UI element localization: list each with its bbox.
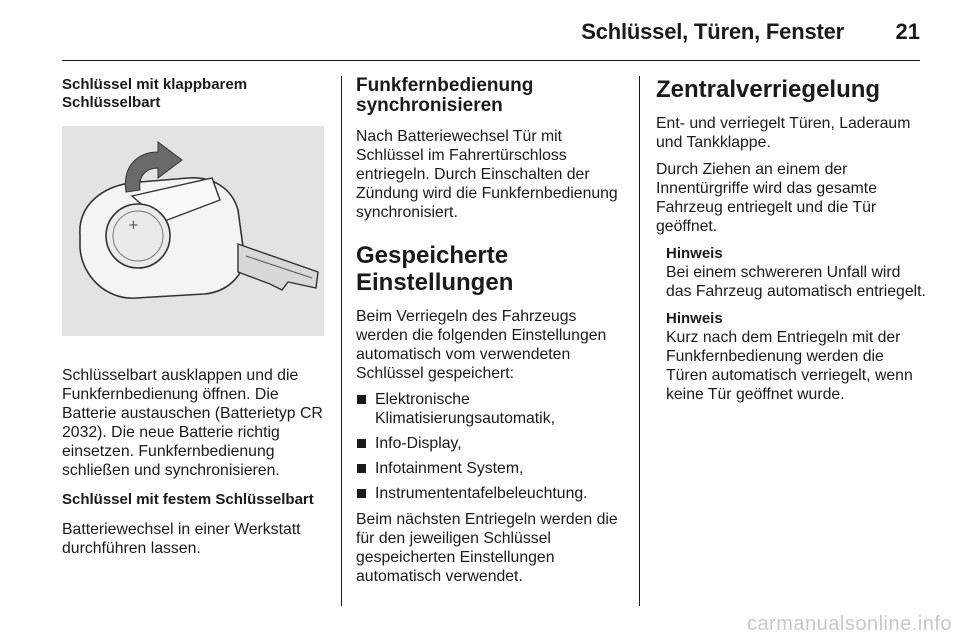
page-header (62, 14, 920, 61)
section-heading-central-locking: Zentralverriegelung (656, 76, 881, 103)
paragraph-sync: Nach Batteriewechsel Tür mit Schlüssel im Fahrertürschloss entriegeln. Durch Einschalten der Zündung wird die Funkfernbedienung synchronisiert. (356, 128, 618, 221)
list-item: Instrumententafelbeleuchtung. (356, 484, 622, 503)
note-body: Kurz nach dem Entriegeln mit der Funkfernbedienung werden die Türen automatisch verriegelt, wenn keine Tür geöffnet wurde. (666, 329, 913, 403)
list-item: Elektronische Klimatisierungsautomatik, (356, 390, 622, 428)
paragraph-inner-handle: Durch Ziehen an einem der Innentürgriffe wird das gesamte Fahrzeug entriegelt und die Tür geöffnet. (656, 161, 877, 235)
key-battery-illustration-icon (62, 126, 324, 336)
bullet-square-icon (357, 395, 366, 404)
paragraph-central-locking: Ent- und verriegelt Türen, Laderaum und Tankklappe. (656, 115, 911, 151)
section-heading-sync: Funkfernbedienung synchronisieren (356, 75, 534, 116)
page-title: Schlüssel, Türen, Fenster (581, 19, 844, 44)
column-3 (656, 76, 926, 608)
section-heading-fixed-key: Schlüssel mit festem Schlüsselbart (62, 491, 314, 508)
paragraph-workshop: Batteriewechsel in einer Werkstatt durchführen lassen. (62, 521, 301, 557)
column-1 (62, 76, 324, 608)
column-divider-right (639, 76, 640, 606)
column-2 (356, 76, 622, 608)
paragraph-battery-replacement: Schlüsselbart ausklappen und die Funkfernbedienung öffnen. Die Batterie austauschen (Batterietyp CR 2032). Die neue Batterie richtig einsetzen. Funkfernbedienung schließen und synchronisieren. (62, 367, 323, 479)
svg-text:+: + (128, 218, 139, 233)
note-auto-relock (656, 310, 926, 404)
paragraph-next-unlock: Beim nächsten Entriegeln werden die für den jeweiligen Schlüssel gespeicherten Einstellungen automatisch verwendet. (356, 511, 618, 585)
bullet-square-icon (357, 489, 366, 498)
list-item: Info-Display, (356, 434, 622, 453)
watermark: carmanualsonline.info (746, 613, 952, 635)
note-accident (656, 245, 926, 301)
page-number: 21 (895, 19, 920, 44)
column-divider-left (341, 76, 342, 606)
list-item: Infotainment System, (356, 459, 622, 478)
paragraph-saved-settings: Beim Verriegeln des Fahrzeugs werden die folgenden Einstellungen automatisch vom verwendeten Schlüssel gespeichert: (356, 308, 607, 382)
section-heading-foldable-key: Schlüssel mit klappbarem Schlüsselbart (62, 76, 248, 111)
note-body: Bei einem schwereren Unfall wird das Fahrzeug automatisch entriegelt. (666, 264, 926, 300)
settings-list (356, 390, 622, 503)
note-heading: Hinweis (666, 245, 723, 262)
bullet-square-icon (357, 464, 366, 473)
bullet-square-icon (357, 439, 366, 448)
note-heading: Hinweis (666, 310, 723, 327)
section-heading-saved-settings: Gespeicherte Einstellungen (356, 242, 514, 296)
